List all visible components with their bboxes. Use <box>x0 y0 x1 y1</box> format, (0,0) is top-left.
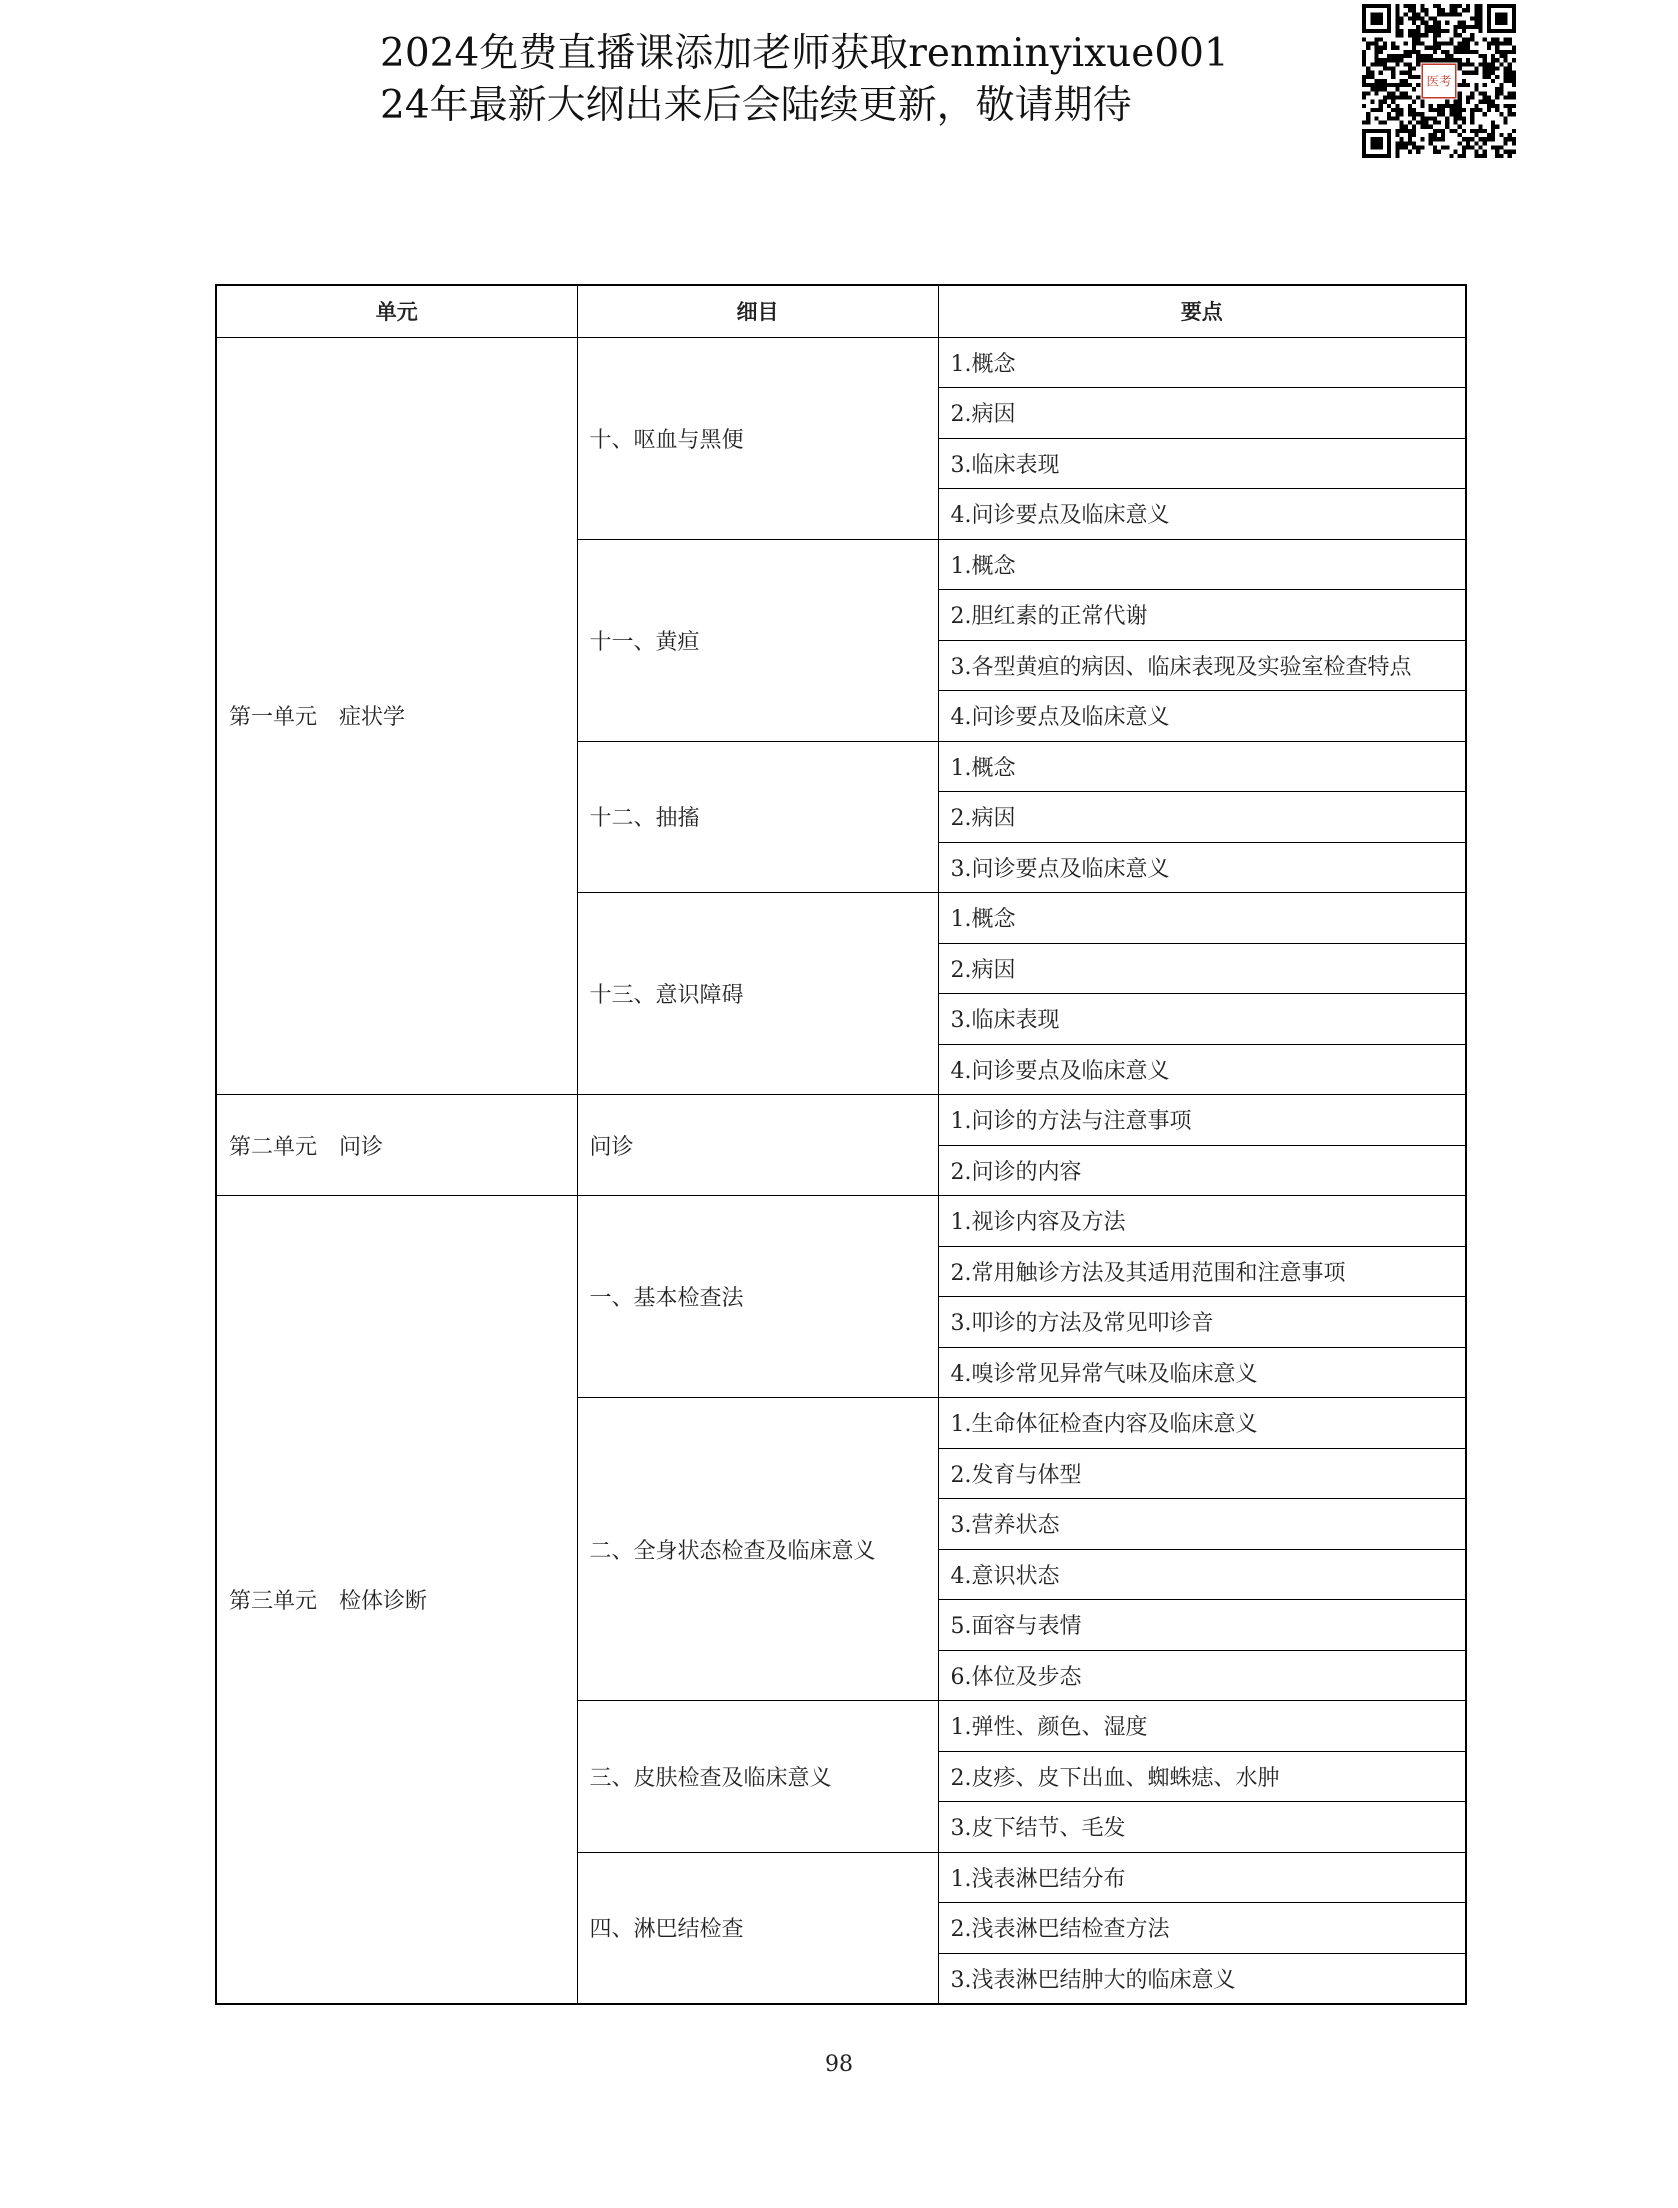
point-cell: 2.常用触诊方法及其适用范围和注意事项 <box>938 1246 1466 1297</box>
point-cell: 4.问诊要点及临床意义 <box>938 1044 1466 1095</box>
point-cell: 2.浅表淋巴结检查方法 <box>938 1903 1466 1954</box>
point-cell: 4.意识状态 <box>938 1549 1466 1600</box>
syllabus-table <box>215 284 1467 2005</box>
point-cell: 6.体位及步态 <box>938 1650 1466 1701</box>
unit-cell: 第一单元 症状学 <box>216 337 577 1095</box>
item-cell: 问诊 <box>577 1095 938 1196</box>
item-cell: 三、皮肤检查及临床意义 <box>577 1701 938 1853</box>
point-cell: 2.皮疹、皮下出血、蜘蛛痣、水肿 <box>938 1751 1466 1802</box>
point-cell: 1.概念 <box>938 337 1466 388</box>
point-cell: 3.营养状态 <box>938 1499 1466 1550</box>
page-number: 98 <box>825 2052 853 2077</box>
point-cell: 1.概念 <box>938 539 1466 590</box>
point-cell: 1.概念 <box>938 893 1466 944</box>
table-body <box>216 337 1466 2004</box>
qr-badge-text: 医考 <box>1426 73 1452 89</box>
unit-cell: 第三单元 检体诊断 <box>216 1196 577 2004</box>
item-cell: 十二、抽搐 <box>577 741 938 893</box>
point-cell: 5.面容与表情 <box>938 1600 1466 1651</box>
point-cell: 1.浅表淋巴结分布 <box>938 1852 1466 1903</box>
point-cell: 3.临床表现 <box>938 438 1466 489</box>
point-cell: 3.皮下结节、毛发 <box>938 1802 1466 1853</box>
table-header-row <box>216 285 1466 337</box>
point-cell: 3.浅表淋巴结肿大的临床意义 <box>938 1953 1466 2004</box>
qr-code-graphic <box>1362 4 1516 158</box>
point-cell: 1.生命体征检查内容及临床意义 <box>938 1398 1466 1449</box>
table-row <box>216 337 1466 388</box>
point-cell: 2.病因 <box>938 792 1466 843</box>
header-line-1: 2024免费直播课添加老师获取renminyixue001 <box>380 31 1229 76</box>
item-cell: 一、基本检查法 <box>577 1196 938 1398</box>
point-cell: 1.问诊的方法与注意事项 <box>938 1095 1466 1146</box>
item-cell: 二、全身状态检查及临床意义 <box>577 1398 938 1701</box>
point-cell: 2.病因 <box>938 388 1466 439</box>
point-cell: 4.问诊要点及临床意义 <box>938 691 1466 742</box>
item-cell: 十一、黄疸 <box>577 539 938 741</box>
item-cell: 十三、意识障碍 <box>577 893 938 1095</box>
point-cell: 1.概念 <box>938 741 1466 792</box>
point-cell: 2.病因 <box>938 943 1466 994</box>
unit-cell: 第二单元 问诊 <box>216 1095 577 1196</box>
point-cell: 1.视诊内容及方法 <box>938 1196 1466 1247</box>
point-cell: 1.弹性、颜色、湿度 <box>938 1701 1466 1752</box>
point-cell: 3.临床表现 <box>938 994 1466 1045</box>
item-cell: 十、呕血与黑便 <box>577 337 938 539</box>
point-cell: 3.各型黄疸的病因、临床表现及实验室检查特点 <box>938 640 1466 691</box>
qr-code-icon <box>1362 4 1516 158</box>
point-cell: 2.发育与体型 <box>938 1448 1466 1499</box>
page-header <box>380 28 1300 132</box>
point-cell: 2.胆红素的正常代谢 <box>938 590 1466 641</box>
table-row <box>216 1095 1466 1146</box>
header-item: 细目 <box>577 285 938 337</box>
point-cell: 3.问诊要点及临床意义 <box>938 842 1466 893</box>
point-cell: 2.问诊的内容 <box>938 1145 1466 1196</box>
point-cell: 4.问诊要点及临床意义 <box>938 489 1466 540</box>
point-cell: 4.嗅诊常见异常气味及临床意义 <box>938 1347 1466 1398</box>
header-line-2: 24年最新大纲出来后会陆续更新，敬请期待 <box>380 83 1132 128</box>
header-unit: 单元 <box>216 285 577 337</box>
point-cell: 3.叩诊的方法及常见叩诊音 <box>938 1297 1466 1348</box>
table-row <box>216 1196 1466 1247</box>
header-points: 要点 <box>938 285 1466 337</box>
item-cell: 四、淋巴结检查 <box>577 1852 938 2004</box>
